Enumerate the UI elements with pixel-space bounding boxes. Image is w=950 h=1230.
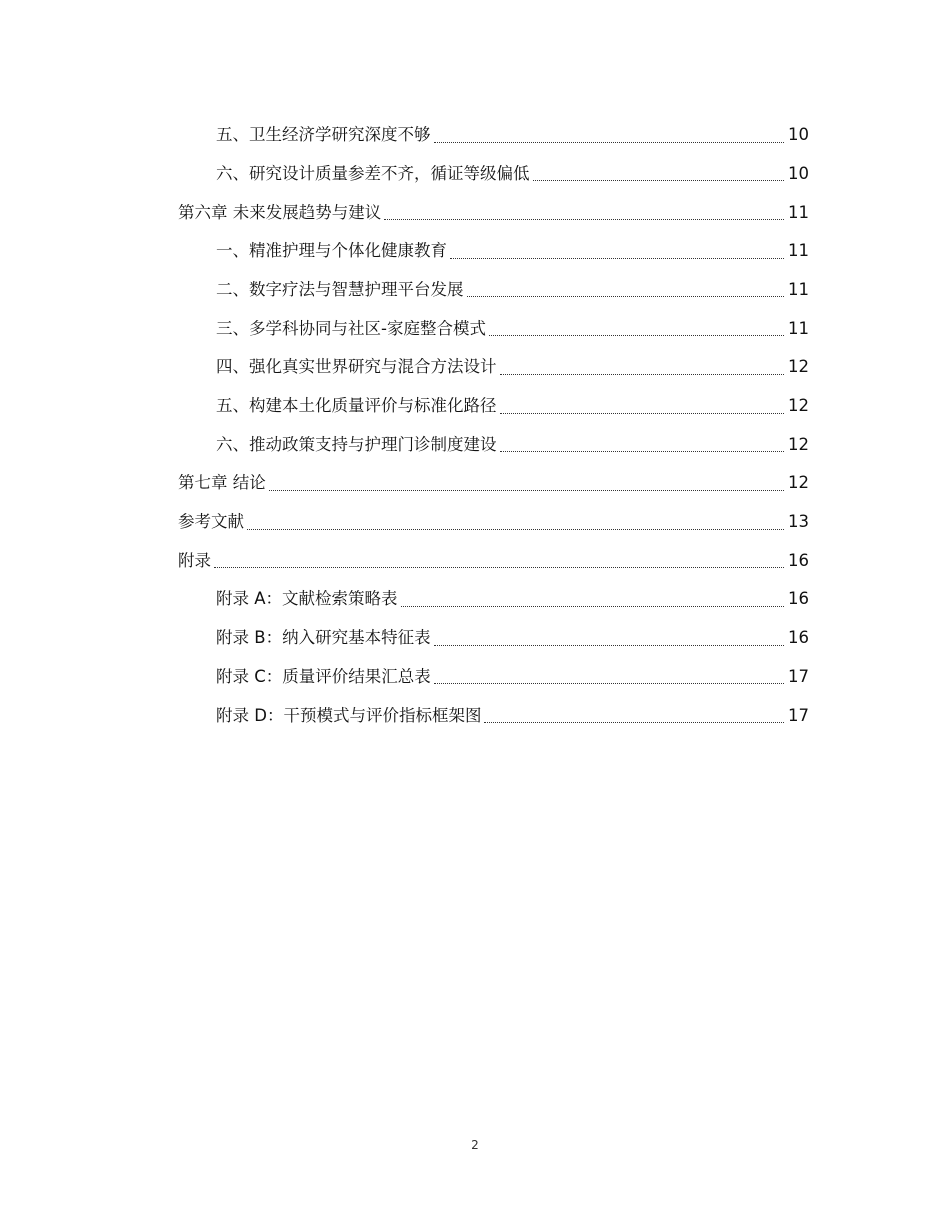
toc-entry-page: 10	[788, 163, 809, 183]
dot-leader	[384, 219, 784, 220]
toc-entry-title: 五、卫生经济学研究深度不够	[216, 125, 431, 145]
toc-entry-page: 13	[788, 512, 809, 532]
toc-entry-title: 二、数字疗法与智慧护理平台发展	[216, 279, 464, 299]
dot-leader	[434, 645, 784, 646]
toc-entry-title: 附录 C：质量评价结果汇总表	[216, 666, 431, 686]
toc-entry-page: 16	[788, 589, 809, 609]
toc-entry-page: 16	[788, 628, 809, 648]
table-of-contents	[178, 108, 809, 727]
dot-leader	[214, 567, 784, 568]
dot-leader	[434, 683, 784, 684]
toc-entry-title: 五、构建本土化质量评价与标准化路径	[216, 396, 497, 415]
dot-leader	[247, 529, 784, 530]
toc-entry-title: 四、强化真实世界研究与混合方法设计	[216, 357, 497, 377]
toc-entry-page: 12	[788, 396, 809, 415]
toc-entry[interactable]	[178, 534, 809, 573]
toc-entry-page: 16	[788, 550, 809, 570]
toc-entry[interactable]	[178, 572, 809, 611]
toc-entry-title: 附录	[178, 550, 211, 570]
toc-entry-page: 12	[788, 434, 809, 454]
toc-entry[interactable]	[178, 650, 809, 689]
toc-entry[interactable]	[178, 185, 809, 224]
toc-entry-page: 11	[788, 202, 809, 222]
toc-entry-page: 12	[788, 473, 809, 493]
toc-entry-title: 六、研究设计质量参差不齐，循证等级偏低	[216, 163, 530, 183]
toc-entry[interactable]	[178, 301, 809, 340]
toc-entry[interactable]	[178, 108, 809, 147]
toc-entry-page: 11	[788, 241, 809, 261]
toc-entry-page: 10	[788, 125, 809, 145]
toc-entry[interactable]	[178, 379, 809, 418]
toc-entry-title: 一、精准护理与个体化健康教育	[216, 241, 447, 261]
dot-leader	[434, 142, 785, 143]
toc-entry[interactable]	[178, 495, 809, 534]
toc-entry-title: 第七章 结论	[178, 473, 266, 493]
toc-entry-title: 附录 B：纳入研究基本特征表	[216, 628, 431, 648]
toc-entry-page: 11	[788, 318, 809, 338]
dot-leader	[401, 606, 784, 607]
toc-entry-title: 附录 D：干预模式与评价指标框架图	[216, 705, 482, 725]
toc-entry-title: 附录 A：文献检索策略表	[216, 589, 398, 609]
dot-leader	[269, 490, 784, 491]
toc-entry-page: 11	[788, 279, 809, 299]
toc-entry-title: 三、多学科协同与社区-家庭整合模式	[216, 318, 486, 338]
toc-entry-page: 12	[788, 357, 809, 377]
toc-entry-title: 参考文献	[178, 512, 244, 532]
dot-leader	[500, 413, 785, 414]
dot-leader	[489, 335, 784, 336]
toc-entry[interactable]	[178, 263, 809, 302]
dot-leader	[500, 451, 785, 452]
toc-entry-page: 17	[788, 666, 809, 686]
dot-leader	[533, 180, 785, 181]
dot-leader	[467, 296, 785, 297]
toc-entry[interactable]	[178, 418, 809, 457]
toc-entry[interactable]	[178, 456, 809, 495]
dot-leader	[450, 258, 784, 259]
toc-entry[interactable]	[178, 340, 809, 379]
toc-entry[interactable]	[178, 688, 809, 727]
dot-leader	[484, 722, 784, 723]
dot-leader	[500, 374, 785, 375]
toc-entry[interactable]	[178, 224, 809, 263]
toc-entry-page: 17	[788, 705, 809, 725]
toc-entry-title: 六、推动政策支持与护理门诊制度建设	[216, 434, 497, 454]
page-number: 2	[471, 1138, 479, 1152]
toc-entry-title: 第六章 未来发展趋势与建议	[178, 202, 382, 222]
toc-entry[interactable]	[178, 611, 809, 650]
toc-entry[interactable]	[178, 147, 809, 186]
